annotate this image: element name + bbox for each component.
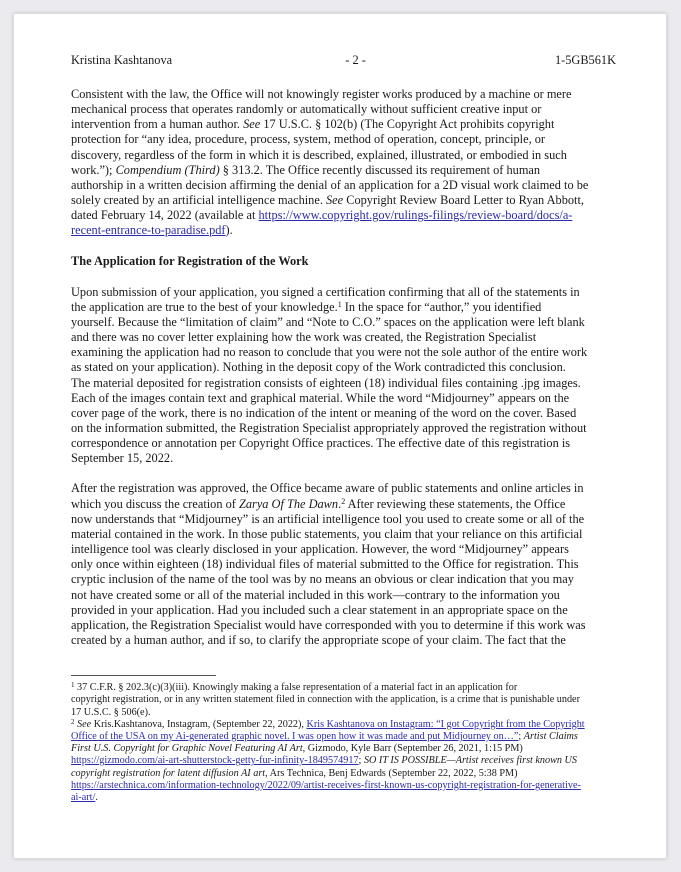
text-line: intervention from a human author. See 17 U.S.C. § 102(b) (The Copyright Act prohibits copyright <box>71 117 555 132</box>
text-line: examining the application had no reason to conclude that you were not the sole author of the entire work <box>71 345 588 360</box>
footnotes <box>71 682 616 804</box>
text-line: authorship in a written decision affirming the denial of an application for a 2D visual work claimed to be <box>71 177 589 192</box>
text-line: After the registration was approved, the Office became aware of public statements and online articles in <box>71 481 584 496</box>
text-line: and there was no cover letter explaining how the work was created, the Registration Specialist <box>71 330 537 345</box>
text-line: recent-entrance-to-paradise.pdf). <box>71 223 233 238</box>
footnote-number: 1 <box>71 681 75 690</box>
text-line: cover page of the work, there is no indication of the intent or meaning of the word on the cover. Based <box>71 405 577 420</box>
text-line: material contained in the work. In those public statements, you claim that your reliance on this artificial <box>71 526 583 541</box>
text-line: provided in your application. Had you included such a clear statement in an appropriate space on the <box>71 602 568 617</box>
text-line: The material deposited for registration consists of eighteen (18) individual files containing .jpg images. <box>71 375 581 390</box>
page-content <box>71 53 616 804</box>
text-line: intelligence tool was clearly disclosed in your application. However, the word “Midjourney” appears <box>71 542 569 557</box>
text-line: mechanical process that operates randomly or automatically without sufficient creative input or <box>71 102 542 117</box>
instagram-link-continued[interactable]: Office of the USA on my Ai-generated graphic novel. I was open how it was made and put Midjourney on…” <box>71 730 519 742</box>
gizmodo-link[interactable]: https://gizmodo.com/ai-art-shutterstock-getty-fur-infinity-1849574917 <box>71 755 359 767</box>
review-board-link[interactable]: https://www.copyright.gov/rulings-filings/review-board/docs/a- <box>258 208 573 223</box>
text-line: created by a human author, and if so, to clarify the appropriate scope of your claim. The fact that the <box>71 633 566 647</box>
text-line: cryptic inclusion of the name of the tool was by no means an obvious or clear indication that you may <box>71 572 574 587</box>
text-line: only once within eighteen (18) individual files of material submitted to the Office for registration. This <box>71 557 579 572</box>
registration-number: 1-5GB561K <box>554 53 616 67</box>
text-line: now understands that “Midjourney” is an artificial intelligence tool you used to create some or all of the <box>71 511 585 526</box>
text-line: not have created some or all of the material included in this work—contrary to the information you <box>71 587 560 602</box>
footnote-divider <box>71 675 216 676</box>
text-line: yourself. Because the “limitation of claim” and “Note to C.O.” spaces on the application were left blank <box>71 314 585 329</box>
footnote-1: $^1$ 37 C.F.R. § 202.3(c)(3)(iii). Knowingly making a false representation of a material fact in an application for copyright registration, or in any written statement filed in connection with the application, is a crime that is punishable under 17 U.S.C. § 506(e). <box>71 681 580 718</box>
text-line: correspondence or annotation per Copyright Office practices. The effective date of this registration is <box>71 436 571 451</box>
text-line: solely created by an artificial intelligence machine. See Copyright Review Board Letter to Ryan Abbott, <box>71 193 584 208</box>
citation-signal: See <box>326 193 344 208</box>
page-header <box>71 53 616 68</box>
arstechnica-link[interactable]: https://arstechnica.com/information-technology/2022/09/artist-receives-first-known-us-copyright-registration-for-generative- <box>71 779 581 791</box>
section-heading: The Application for Registration of the Work <box>71 253 309 268</box>
page-number: - 2 - <box>345 53 366 67</box>
compendium-citation: Compendium (Third) <box>115 162 220 177</box>
text-line: discovery, regardless of the form in which it is described, explained, illustrated, or embodied in such <box>71 147 567 162</box>
text-line: work.”); Compendium (Third) § 313.2. The Office recently discussed its requirement of human <box>71 162 541 177</box>
text-line: Upon submission of your application, you signed a certification confirming that all of the statements in <box>71 284 580 299</box>
text-line: dated February 14, 2022 (available at https://www.copyright.gov/rulings-filings/review-board/docs/a- <box>71 208 573 223</box>
header-recipient: Kristina Kashtanova <box>71 53 173 67</box>
paragraph-application <box>71 285 616 467</box>
text-line: protection for “any idea, procedure, process, system, method of operation, concept, principle, or <box>71 132 546 147</box>
text-line: which you discuss the creation of Zarya Of The Dawn.$^2$ After reviewing these statements, the Office <box>71 496 566 511</box>
text-line: the application are true to the best of your knowledge.$^1$ In the space for “author,” you identified <box>71 299 542 314</box>
review-board-link-continued[interactable]: recent-entrance-to-paradise.pdf <box>71 223 226 238</box>
paragraph-law <box>71 87 616 239</box>
text-line: September 15, 2022. <box>71 451 174 466</box>
paragraph-after-registration <box>71 481 616 648</box>
footnote-ref-1[interactable]: 1 <box>337 299 342 309</box>
arstechnica-link-continued[interactable]: ai-art/ <box>71 791 96 803</box>
instagram-link[interactable]: Kris Kashtanova on Instagram: “I got Copyright from the Copyright <box>306 718 585 730</box>
text-line: Consistent with the law, the Office will not knowingly register works produced by a machine or mere <box>71 87 572 101</box>
text-line: Each of the images contain text and graphical material. While the word “Midjourney” appears on the <box>71 390 570 405</box>
text-line: application, the Registration Specialist would have corresponded with you to determine if this work was <box>71 617 586 632</box>
footnote-number: 2 <box>71 717 75 726</box>
text-line: as stated on your application). Nothing in the deposit copy of the Work contradicted this conclusion. <box>71 360 566 375</box>
text-line: on the information submitted, the Registration Specialist appropriately approved the registration without <box>71 420 587 435</box>
footnote-ref-2[interactable]: 2 <box>341 496 346 506</box>
document-page <box>13 13 667 859</box>
work-title: Zarya Of The Dawn <box>238 496 339 511</box>
footnote-2: $^2$ See Kris.Kashtanova, Instagram, (September 22, 2022), Kris Kashtanova on Instagram: “I got Copyright from the Copyright Office of the USA on my Ai-generated graphic novel. I was open how it was made and put Midjourney on…”; Artist Claims First U.S. Copyright for Graphic Novel Featuring AI Art, Gizmodo, Kyle Barr (September 26, 2021, 1:15 PM) https://gizmodo.com/ai-art-shutterstock-getty-fur-infinity-1849574917; SO IT IS POSSIBLE—Artist receives first known US copyright registration for latent diffusion AI art, Ars Technica, Benj Edwards (September 22, 2022, 5:38 PM) https://arstechnica.com/information-technology/2022/09/artist-receives-first-known-us-copyright-registration-for-generative- ai-art/. <box>71 717 585 803</box>
citation-signal: See <box>243 117 261 132</box>
